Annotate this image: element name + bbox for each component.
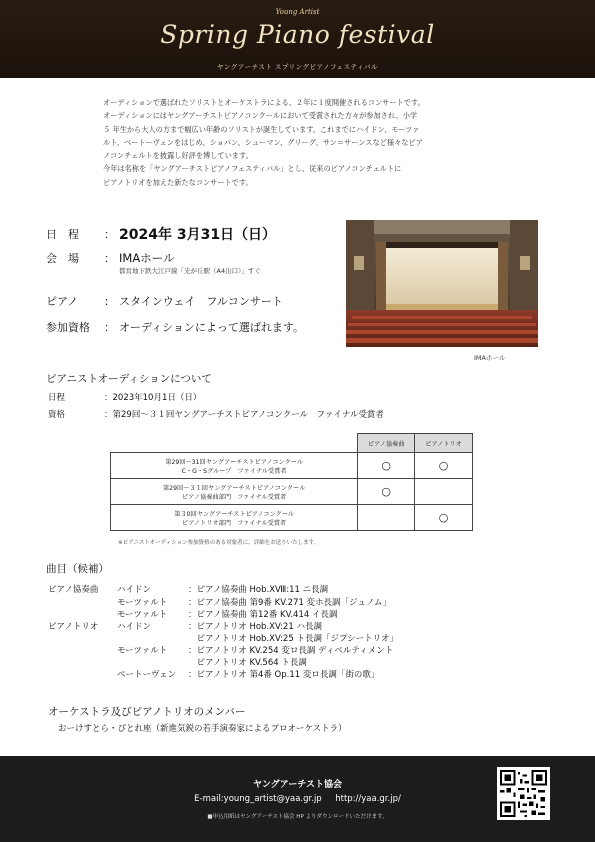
- qr-code[interactable]: [497, 767, 550, 820]
- intro-line: 今年は名称を「ヤングアーチストピアノフェスティバル」とし、従来のピアノコンチェルトに: [103, 164, 402, 174]
- date-value: 2024年 3月31日（日）: [119, 227, 277, 243]
- row-label-line1: 第３0回ヤングアーチストピアノコンクール: [174, 510, 295, 518]
- audition-qual-row: [48, 408, 384, 420]
- trio-mark: [415, 479, 473, 505]
- intro-line: オーディションにはヤングアーチストピアノコンクールにおいて受賞された方々が参加され、小学: [103, 111, 418, 121]
- hall-photo-caption: IMAホール: [474, 354, 506, 362]
- program-composer: モーツァルト: [117, 646, 168, 656]
- row-label-line1: 第29回～31回ヤングアーチストピアノコンクール: [165, 458, 304, 466]
- intro-line: ノコンチェルトを披露し好評を博しています。: [103, 151, 253, 161]
- piano-value: スタインウェイ フルコンサート: [119, 295, 283, 308]
- program-work: ：ピアノ協奏曲 第9番 KV.271 変ホ長調「ジュノム」: [188, 598, 391, 608]
- piano-label: ピアノ: [46, 295, 79, 308]
- concerto-mark: ○: [358, 453, 415, 479]
- row-label-line2: ピアノ協奏曲部門 ファイナル受賞者: [182, 493, 287, 501]
- concerto-mark: [358, 505, 415, 531]
- qualification-value: オーディションによって選ばれます。: [119, 321, 305, 334]
- website-link[interactable]: http://yaa.gr.jp/: [335, 794, 401, 804]
- program-work: ピアノトリオ Hob.XV:25 ト長調「ジプシートリオ」: [188, 634, 399, 644]
- table-row: [111, 453, 473, 479]
- program-composer: ハイドン: [117, 585, 152, 595]
- festival-title: Spring Piano festival: [160, 20, 435, 49]
- date-label: 日 程: [46, 228, 79, 241]
- organization-name: ヤングアーチスト協会: [252, 780, 343, 790]
- download-note: ■申込用紙はヤングアーチスト協会 HP よりダウンロードいただけます。: [207, 814, 388, 820]
- header-small-text: Young Artist: [275, 8, 320, 16]
- qualification-label: 参加資格: [46, 321, 90, 334]
- colon: ：: [104, 321, 115, 334]
- program-composer: ハイドン: [117, 622, 152, 632]
- program-work: ：ピアノトリオ KV.254 変ロ長調 ディベルティメント: [188, 646, 394, 656]
- trio-mark: ○: [415, 505, 473, 531]
- program-category: ピアノトリオ: [48, 622, 99, 632]
- program-composer: ベートーヴェン: [117, 670, 177, 680]
- table-corner-cell: [111, 434, 358, 453]
- table-row: [111, 505, 473, 531]
- table-header-row: [111, 434, 473, 453]
- intro-text: [103, 96, 498, 189]
- members-title: オーケストラ及びピアノトリオのメンバー: [48, 706, 246, 718]
- program-title: 曲目（候補）: [46, 563, 109, 575]
- venue-access: 都営地下鉄大江戸線「光が丘駅（A4出口）」すぐ: [119, 267, 261, 275]
- table-row-label: [111, 453, 358, 479]
- program-composer: モーツァルト: [117, 610, 168, 620]
- program-work: ：ピアノトリオ Hob.XV:21 ハ長調: [188, 622, 322, 632]
- program-work: ピアノトリオ KV.564 ト長調: [188, 658, 307, 668]
- audition-qual-label: 資格: [48, 410, 66, 420]
- header-trio: ピアノトリオ: [415, 434, 473, 453]
- members-value: おーけすとら・ぴとれ座（新進気鋭の若手演奏家によるプロオーケストラ）: [58, 724, 347, 734]
- hall-photo: [346, 220, 538, 347]
- colon: ：: [104, 295, 115, 308]
- venue-label: 会 場: [46, 252, 79, 265]
- table-row-label: [111, 505, 358, 531]
- header-banner: [0, 0, 595, 78]
- trio-mark: ○: [415, 453, 473, 479]
- program-category: ピアノ協奏曲: [48, 585, 99, 595]
- intro-line: ルト、ベートーヴェンをはじめ、ショパン、シューマン、グリーグ、サン＝サーンスなど様々なピア: [103, 137, 423, 147]
- program-work: ：ピアノ協奏曲 Hob.XⅧ:11 ニ長調: [188, 585, 329, 595]
- eligibility-table: [110, 433, 473, 531]
- festival-subtitle: ヤングアーチスト スプリングピアノフェスティバル: [216, 63, 379, 71]
- row-label-line1: 第29回～３１回ヤングアーチストピアノコンクール: [162, 484, 306, 492]
- audition-qual-value: ：第29回～３１回ヤングアーチストピアノコンクール ファイナル受賞者: [104, 410, 384, 420]
- program-work: ：ピアノ協奏曲 第12番 KV.414 イ長調: [188, 610, 338, 620]
- table-note: ※ピアニストオーディション参加資格のある対象者に、詳細をお送りいたします。: [118, 540, 320, 546]
- audition-title: ピアニストオーディションについて: [46, 373, 212, 385]
- audition-date-value: ：2023年10月1日（日）: [104, 393, 202, 403]
- colon: ：: [104, 252, 115, 265]
- program-work: ：ピアノトリオ 第4番 Op.11 変ロ長調「街の歌」: [188, 670, 380, 680]
- venue-value: IMAホール: [119, 251, 175, 265]
- row-label-line2: ピアノトリオ部門 ファイナル受賞者: [182, 519, 287, 527]
- email-link[interactable]: E-mail:young_artist@yaa.gr.jp: [194, 794, 322, 804]
- table-row: [111, 479, 473, 505]
- program-composer: モーツァルト: [117, 598, 168, 608]
- intro-line: ピアノトリオを加えた新たなコンサートです。: [103, 177, 253, 187]
- intro-line: オーディションで選ばれたソリストとオーケストラによる、２年に１度開催されるコンサートです。: [103, 98, 425, 107]
- intro-line: ５ 年生から大人の方まで幅広い年齢のソリストが誕生しています。これまでにハイドン、モーツァ: [103, 124, 420, 134]
- row-label-line2: C・G・Sグループ ファイナル受賞者: [181, 467, 287, 475]
- header-concerto: ピアノ協奏曲: [358, 434, 415, 453]
- audition-date-label: 日程: [48, 393, 66, 403]
- concerto-mark: ○: [358, 479, 415, 505]
- audition-date-row: [48, 391, 202, 403]
- colon: ：: [104, 228, 115, 241]
- table-row-label: [111, 479, 358, 505]
